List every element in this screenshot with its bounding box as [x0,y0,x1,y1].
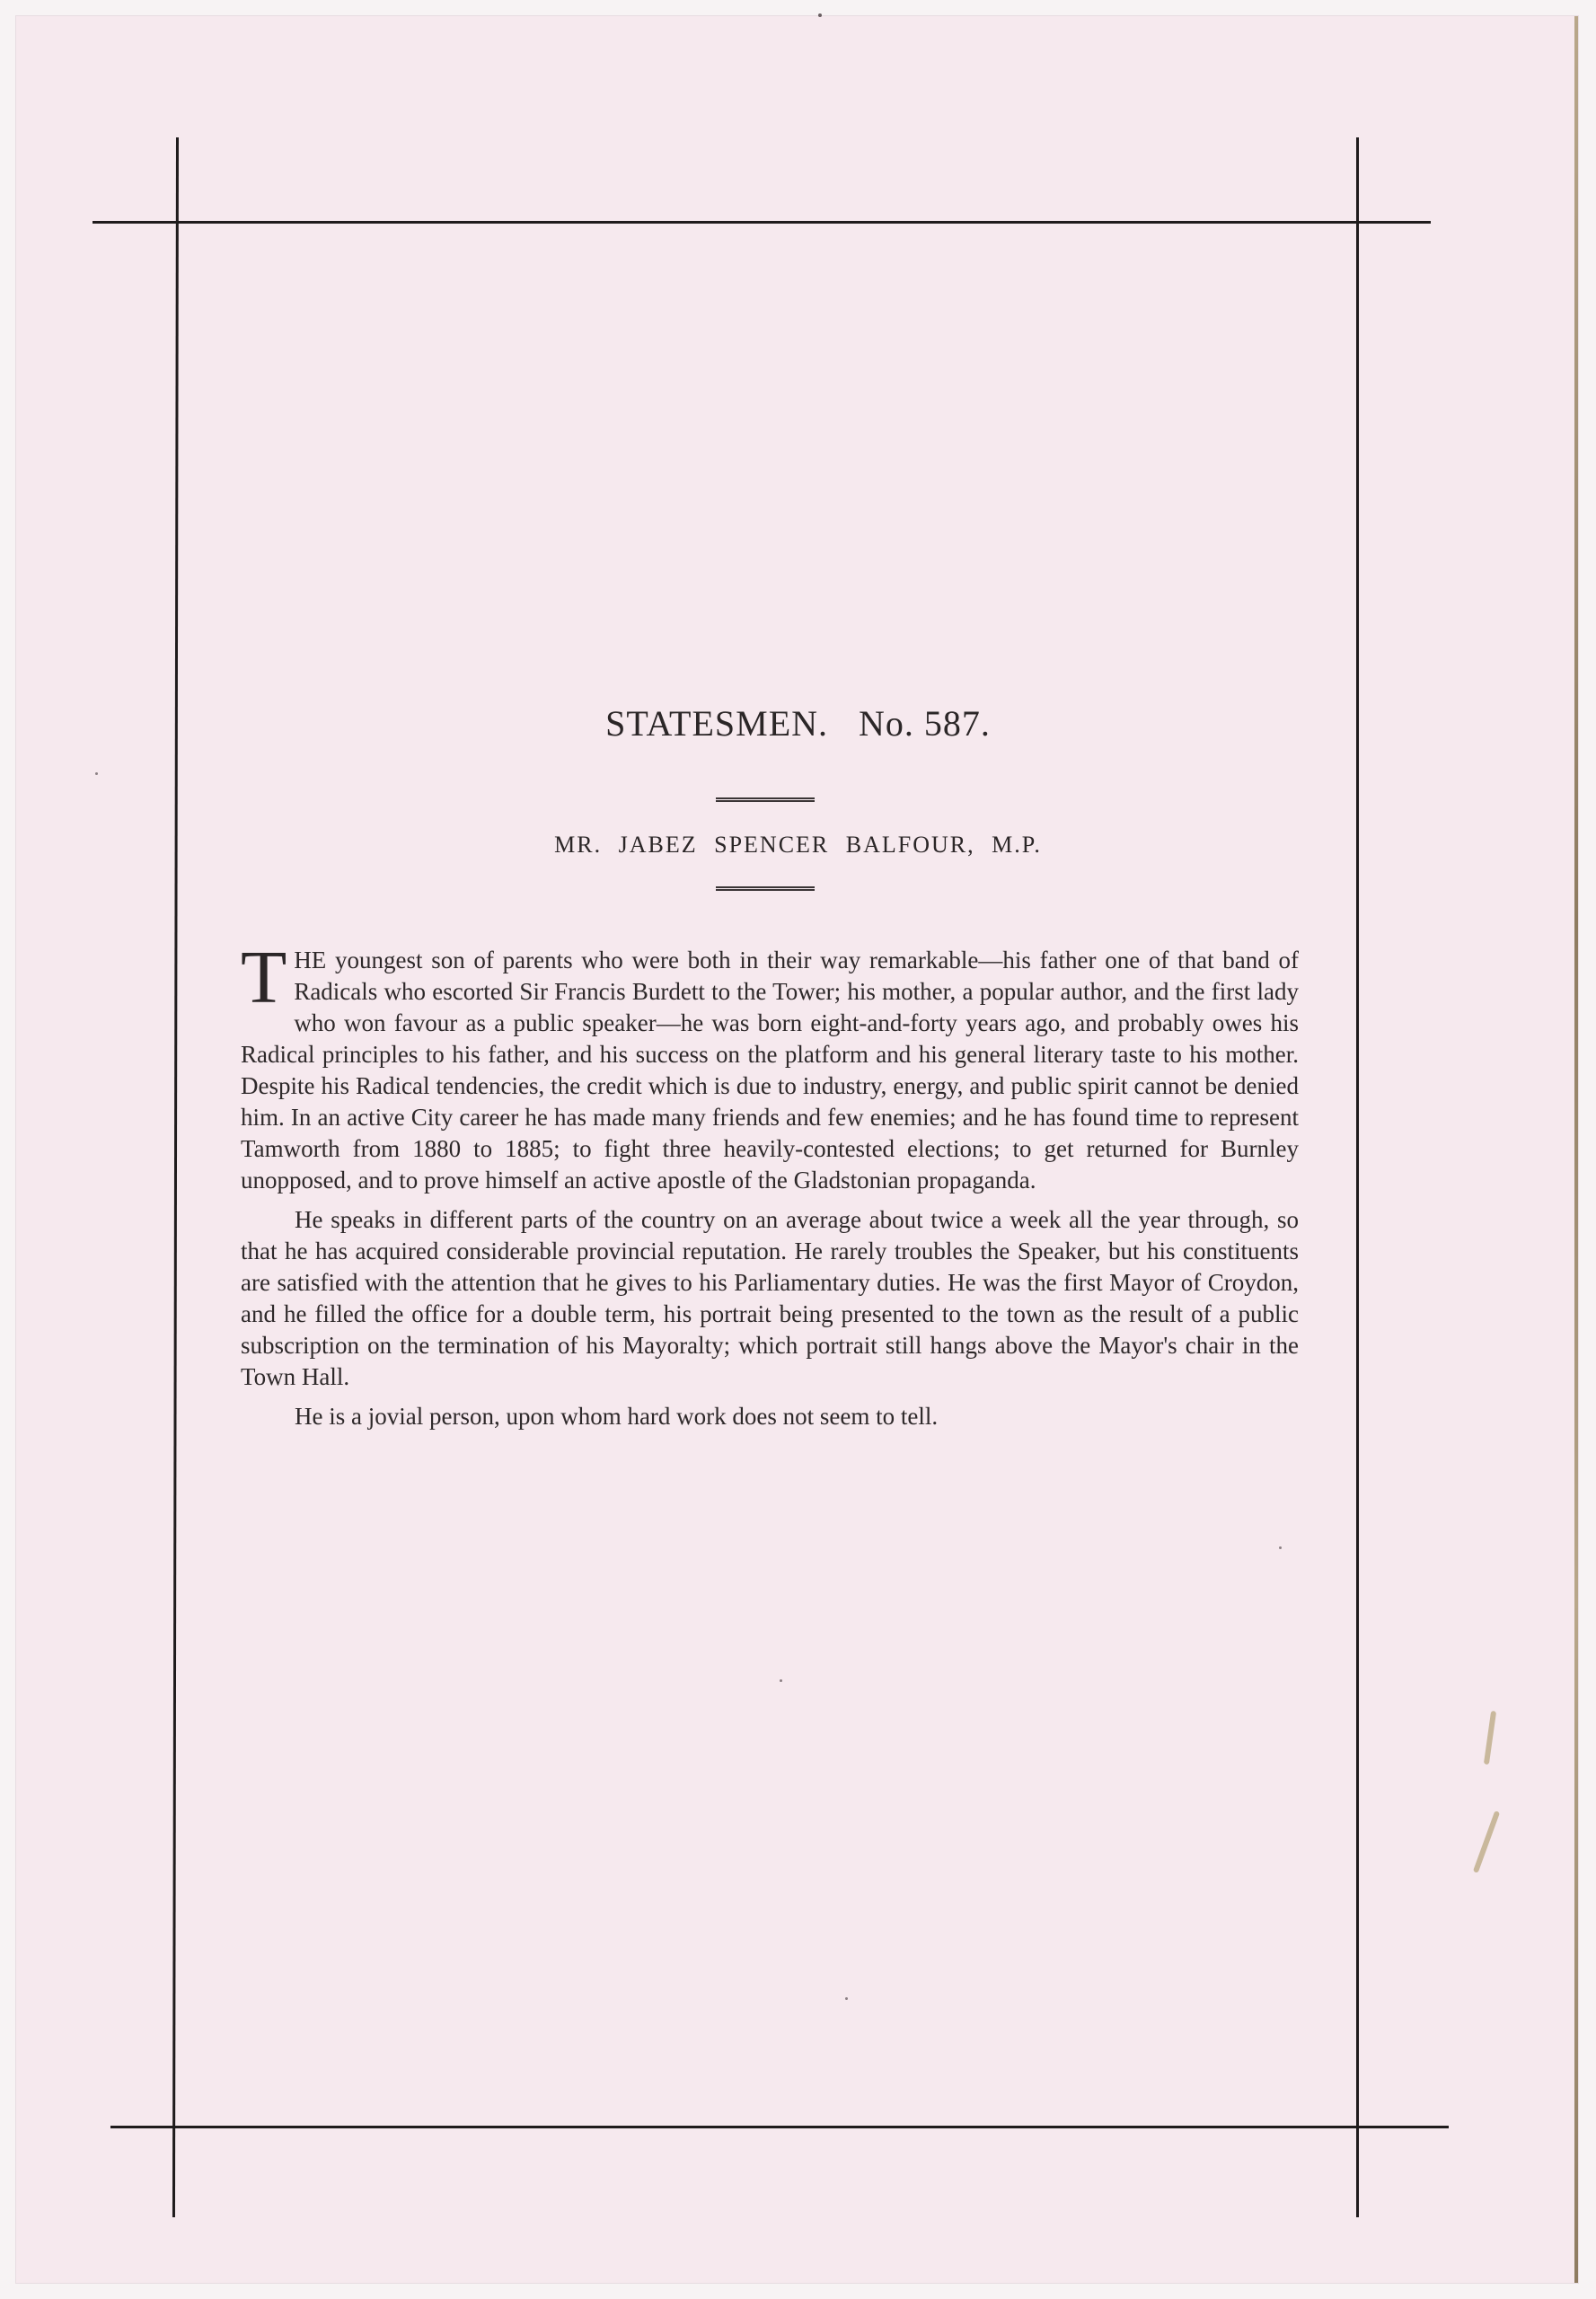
frame-top-rule [93,221,1431,224]
paper-speck [845,1997,848,2000]
drop-cap: T [241,936,287,1019]
paper-speck [1279,1546,1282,1549]
page-title [0,702,1596,744]
paper-speck [780,1679,782,1682]
paragraph-1 [241,936,1299,1196]
frame-bottom-rule [110,2126,1449,2128]
subtitle-double-rule [716,886,815,891]
series-title: STATESMEN. [605,703,829,744]
paragraph-2: He speaks in different parts of the country on an average about twice a week all the year through, so that he has acquired considerable provincial reputation. He rarely troubles the Speaker, but his constituents are satisfied with the attention that he gives to his Parliamentary duties. He was the first Mayor of Croydon, and he filled the office for a double term, his portrait being presented to the town as the result of a public subscription on the termination of his Mayoralty; which portrait still hangs above the Mayor's chair in the Town Hall. [241,1206,1299,1390]
page-subtitle: MR. JABEZ SPENCER BALFOUR, M.P. [554,832,1042,858]
paper-speck [95,772,98,775]
series-number: No. 587. [859,703,991,744]
page-mark [818,13,822,17]
page-edge [1574,16,1578,2283]
article-body [241,936,1299,1432]
paragraph-3: He is a jovial person, upon whom hard work does not seem to tell. [295,1403,939,1430]
frame-right-rule [1356,137,1359,2217]
title-double-rule [716,797,815,802]
paragraph-1-text: HE youngest son of parents who were both in their way remarkable—his father one of that band of Radicals who escorted Sir Francis Burdett to the Tower; his mother, a popular author, and the first lady who won favour as a public speaker—he was born eight-and-forty years ago, and probably owes his Radical principles to his father, and his success on the platform and his general literary taste to his mother. Despite his Radical tendencies, the credit which is due to industry, energy, and public spirit cannot be denied him. In an active City career he has made many friends and few enemies; and he has found time to represent Tamworth from 1880 to 1885; to fight three heavily-contested elections; to get returned for Burnley unopposed, and to prove himself an active apostle of the Gladstonian propaganda. [241,947,1299,1194]
